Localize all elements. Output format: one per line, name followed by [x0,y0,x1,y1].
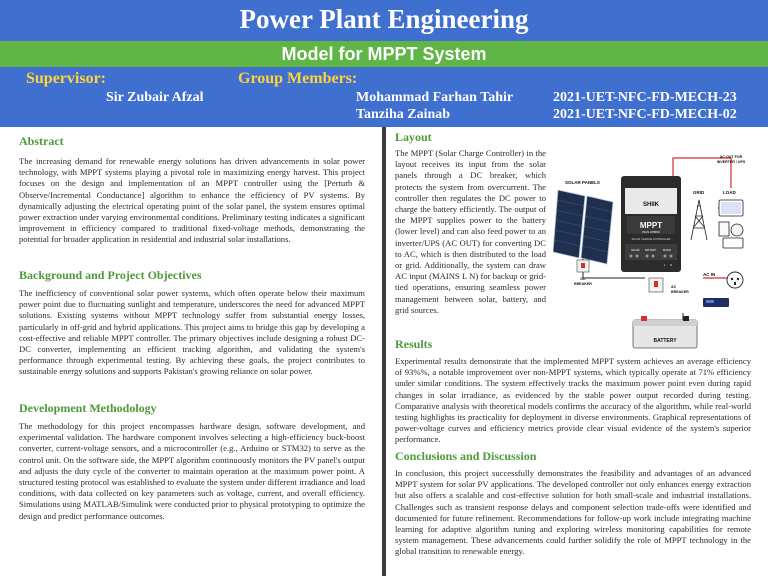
methodology-body: The methodology for this project encompasses hardware design, software development, and experimental validation. The hardware component involves selecting a high-efficiency buck-boost converter, current-voltage sensors, and a microcontroller (e.g., Arduino or STM32) to serve as the control unit. On the software side, the MPPT algorithm continuously monitors the PV panel's output and adjusts the duty cycle of the converter to maintain operation at the maximum power point. A structured testing protocol was established to evaluate the system under different irradiance and load conditions, with data collected on key parameters such as voltage, current, and overall efficiency. Simulations using MATLAB/Simulink were conducted prior to physical prototyping to optimize the design and predict performance outcomes. [19,421,365,521]
mains-n-label: N [670,264,672,267]
port-battery-label: BATTERY [645,249,657,252]
ac-in-label: AC IN [703,272,716,277]
abstract-heading: Abstract [19,134,64,148]
background-body: The inefficiency of conventional solar power systems, which often operate below their maximum power point due to fluctuating sunlight and temperature, underscores the need for advanced MPPT solutions. Existing systems without MPPT technology suffer from substantial energy losses, particularly in off-grid and hybrid applications. This project aims to bridge this gap by developing a cost-effective and reliable MPPT controller. The primary objectives include designing a robust DC-DC converter, implementing an efficient tracking algorithm, and validating the system's performance through experimental testing. By achieving these goals, the project contributes to sustainable energy solutions and supports Pakistan's growing reliance on solar power. [19,288,365,377]
layout-body: The MPPT (Solar Charge Controller) in the layout receives its input from the solar panels through a DC breaker, which protects the system from overcurrent. The controller then regulates the DC power to charge the battery efficiently. The output of the MPPT supplies power to the battery (lower level) and can also feed power to an inverter/UPS (AC OUT) for converting DC to AC, which is then distributed to the load or grid. Additionally, the system can draw AC input (MAINS L N) for backup or grid-tied operations, ensuring seamless power management between solar, battery, and grid sources. [395,148,546,315]
poster-subtitle: Model for MPPT System [281,44,487,64]
ac-breaker-label: AC [671,285,677,289]
methodology-heading: Development Methodology [19,401,157,415]
solar-panel-icon [553,190,613,264]
supervisor-name: Sir Zubair Afzal [106,90,204,105]
ac-out-label-2: INVERTER / UPS [716,160,746,164]
results-body: Experimental results demonstrate that the implemented MPPT system achieves an average efficiency of 93%%, a notable improvement over non-MPPT systems, which typically operate at 71% efficiency under similar conditions. The system effectively tracks the maximum power point even during rapid changes in solar irradiance, as evidenced by the stable power output recorded during testing. Comparative analysis with theoretical models confirms the accuracy of the algorithm, while real-world testing highlights its practicality for deployment in diverse environments. Graphical representations of power-voltage curves and efficiency metrics provide clear visual evidence of the system's superior performance. [395,356,751,445]
group-members-label: Group Members: [238,70,358,87]
abstract-body: The increasing demand for renewable energy solutions has driven advancements in solar power technology, with MPPT systems playing a pivotal role in maximizing energy harvest. This project focuses on the design and implementation of an MPPT controller using the [Perturb & Observe/Incremental Conductance] algorithm to enhance the efficiency of PV systems. By dynamically adjusting the electrical operating point of the solar panel, the system ensures optimal power extraction under varying environmental conditions. Preliminary testing indicates a significant improvement in efficiency compared to traditional fixed-voltage methods, demonstrating the potential for broader application in residential and industrial solar installations. [19,156,365,245]
background-heading: Background and Project Objectives [19,268,202,282]
ac-breaker-icon [649,278,663,292]
port-mains-label: MAINS [663,249,671,252]
dc-breaker-label: DC [580,277,586,281]
battery-label: BATTERY [653,338,677,344]
mains-l-label: L [664,264,666,267]
model-sub-label: PLUS HYBRID [642,231,660,234]
dc-breaker-label-2: BREAKER [574,282,592,286]
inverter-icon [703,298,729,307]
load-appliance-icon [719,200,743,248]
dc-breaker-icon [577,260,589,272]
member-id: 2021-UET-NFC-FD-MECH-02 [553,107,737,122]
column-divider [382,127,386,576]
controller-label: SOLAR CHARGE CONTROLLER [631,238,671,241]
poster-header [0,0,768,127]
conclusion-body: In conclusion, this project successfully demonstrates the feasibility and advantages of an advanced MPPT system for solar PV applications. The developed controller not only enhances energy extraction but also offers a scalable and cost-effective solution for both small-scale and industrial installations. Challenges such as transient response delays and component selection trade-offs were identified and documented for future refinement. Recommendations for follow-up work include integrating machine learning for adaptive algorithm tuning and exploring wireless monitoring capabilities for remote system management. These advancements could further solidify the role of MPPT technology in the global transition to renewable energy. [395,468,751,557]
port-solar-label: SOLAR [631,249,640,252]
ac-out-label: AC OUT FOR [719,155,743,159]
member-name: Mohammad Farhan Tahir [356,90,514,105]
member-id: 2021-UET-NFC-FD-MECH-23 [553,90,737,105]
conclusion-heading: Conclusions and Discussion [395,449,537,463]
grid-label: GRID [693,190,705,195]
battery-icon [633,316,697,348]
mppt-layout-diagram [553,148,751,356]
load-label: LOAD [723,190,736,195]
grid-tower-icon [691,200,707,240]
brand-label: SHIIK [642,202,660,208]
mppt-controller-icon [621,176,681,272]
ac-breaker-label-2: BREAKER [671,290,689,294]
poster-title: Power Plant Engineering [239,4,529,34]
layout-heading: Layout [395,130,432,144]
model-label: MPPT [639,221,663,230]
ac-in-plug-icon [727,272,743,288]
member-name: Tanziha Zainab [356,107,451,122]
supervisor-label: Supervisor: [26,70,106,87]
results-heading: Results [395,337,433,351]
solar-panels-label: SOLAR PANELS [565,180,600,185]
